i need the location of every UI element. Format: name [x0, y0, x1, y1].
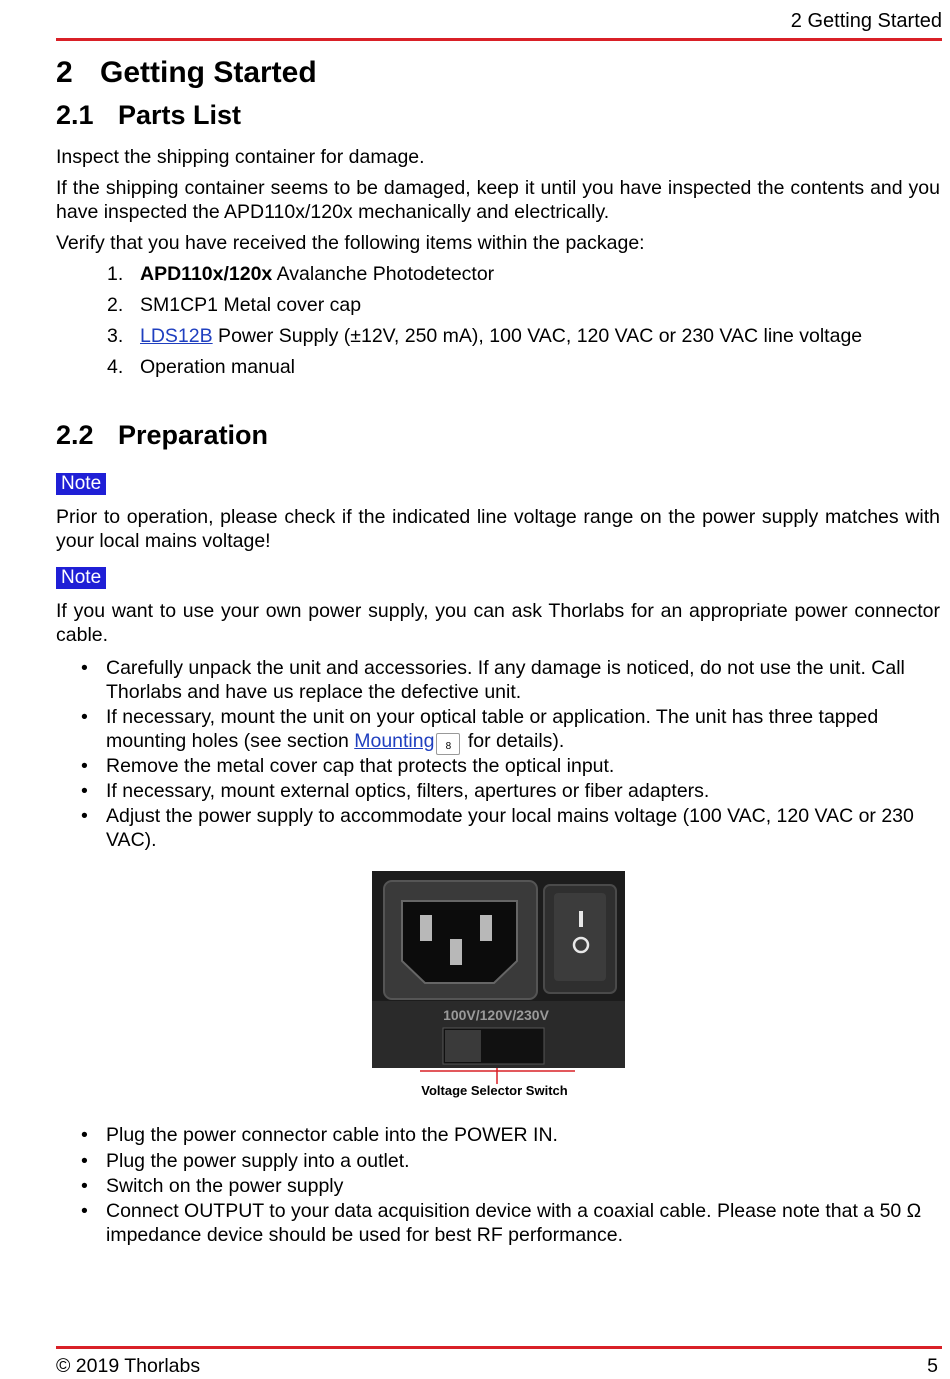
chapter-number: 2 [56, 56, 73, 89]
footer-rule [56, 1346, 942, 1349]
chapter-heading [56, 56, 317, 90]
chapter-title: Getting Started [100, 56, 317, 89]
list-item: 2. SM1CP1 Metal cover cap [107, 294, 362, 316]
list-item: 3. LDS12B Power Supply (±12V, 250 mA), 100 VAC, 120 VAC or 230 VAC line voltage [107, 325, 863, 347]
note-text: Prior to operation, please check if the indicated line voltage range on the power supply matches with your local mains voltage! [56, 506, 940, 552]
list-item: 4. Operation manual [107, 356, 296, 378]
lds12b-link[interactable]: LDS12B [140, 325, 213, 347]
footer-copyright: © 2019 Thorlabs [56, 1355, 201, 1377]
note-text: If you want to use your own power supply, you can ask Thorlabs for an appropriate power connector cable. [56, 600, 940, 646]
bullet-item: • Adjust the power supply to accommodate your local mains voltage (100 VAC, 120 VAC or 230 VAC). [81, 805, 914, 851]
bullet-item: • If necessary, mount the unit on your optical table or application. The unit has three tapped mounting holes (see section Mounting 8 for details). [81, 705, 940, 755]
bullet-item: • Connect OUTPUT to your data acquisition device with a coaxial cable. Please note that a 50 Ω impedance device should be used for best RF performance. [81, 1200, 922, 1246]
figure-caption: Voltage Selector Switch [421, 1083, 568, 1098]
bullet-item: • Plug the power supply into a outlet. [81, 1150, 410, 1172]
bullet-item: • Remove the metal cover cap that protects the optical input. [81, 755, 615, 777]
caption-pointer [420, 1068, 580, 1084]
paragraph: If the shipping container seems to be damaged, keep it until you have inspected the contents and you have inspected the APD110x/120x mechanically and electrically. [56, 177, 940, 223]
section-title: Parts List [118, 100, 242, 130]
mounting-link[interactable]: Mounting [354, 730, 435, 752]
product-name: APD110x/120x [140, 263, 273, 285]
power-supply-illustration [372, 871, 625, 1068]
running-header: 2 Getting Started [790, 10, 942, 32]
section-heading-parts-list [56, 100, 241, 131]
bullet-item: • Plug the power connector cable into the POWER IN. [81, 1124, 558, 1146]
bullet-item: • If necessary, mount external optics, filters, apertures or fiber adapters. [81, 780, 710, 802]
voltage-label-text: 100V/120V/230V [443, 1007, 549, 1023]
list-item: 1. APD110x/120x Avalanche Photodetector [107, 263, 495, 285]
section-heading-preparation [56, 420, 268, 451]
note-badge: Note [56, 567, 106, 589]
power-supply-photo [372, 871, 625, 1068]
bullet-item: • Switch on the power supply [81, 1175, 344, 1197]
section-title: Preparation [118, 420, 269, 450]
bullet-item: • Carefully unpack the unit and accessories. If any damage is noticed, do not use the unit. Call Thorlabs and have us replace the defective unit. [81, 657, 905, 703]
header-rule [56, 38, 942, 41]
page-number: 5 [927, 1355, 938, 1377]
section-number: 2.1 [56, 100, 94, 130]
paragraph: Inspect the shipping container for damage. [56, 146, 425, 168]
page-reference-icon[interactable]: 8 [436, 733, 460, 755]
note-badge: Note [56, 473, 106, 495]
section-number: 2.2 [56, 420, 94, 450]
paragraph: Verify that you have received the following items within the package: [56, 232, 645, 254]
